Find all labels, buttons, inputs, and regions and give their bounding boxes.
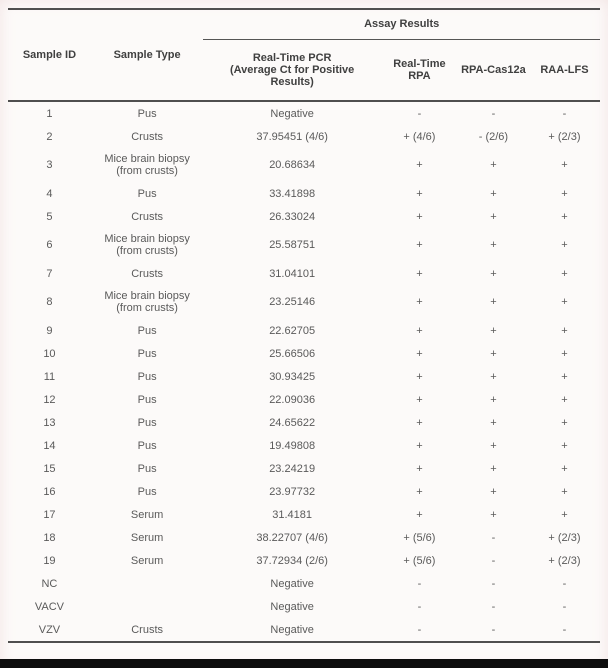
table-row: [8, 262, 600, 285]
cell-rpa-cas12a: +: [490, 187, 497, 200]
cell-raa-lfs: +: [561, 296, 568, 308]
table-row: [8, 480, 600, 503]
cell-realtime-rpa: +: [416, 347, 423, 360]
cell-sample-type: Mice brain biopsy (from crusts): [104, 233, 190, 257]
cell-sample-id: 9: [46, 324, 53, 337]
cell-realtime-rpa: -: [417, 600, 422, 613]
cell-rpa-cas12a: +: [490, 508, 497, 521]
cell-sample-id: 17: [43, 508, 56, 521]
cell-sample-id: VZV: [38, 623, 61, 636]
cell-raa-lfs: +: [561, 210, 568, 223]
cell-realtime-pcr: 22.09036: [269, 393, 316, 406]
cell-raa-lfs: +: [561, 416, 568, 429]
table-row: [8, 618, 600, 642]
cell-raa-lfs: + (2/3): [548, 130, 581, 143]
cell-sample-type: Pus: [137, 107, 157, 120]
cell-realtime-rpa: +: [416, 370, 423, 383]
cell-sample-id: 14: [43, 439, 56, 452]
cell-realtime-pcr: 25.58751: [269, 239, 316, 251]
table-row: [8, 125, 600, 148]
cell-sample-type: Pus: [137, 416, 157, 429]
cell-sample-type: Serum: [130, 531, 164, 544]
cell-realtime-pcr: 26.33024: [269, 210, 316, 223]
cell-realtime-rpa: +: [416, 416, 423, 429]
cell-rpa-cas12a: -: [491, 577, 496, 590]
cell-sample-id: 18: [43, 531, 56, 544]
cell-rpa-cas12a: +: [490, 416, 497, 429]
cell-rpa-cas12a: +: [490, 296, 497, 308]
cell-sample-id: 16: [43, 485, 56, 498]
table-row: [8, 388, 600, 411]
table-row: [8, 365, 600, 388]
cell-sample-type: Crusts: [131, 210, 163, 223]
cell-raa-lfs: -: [562, 577, 567, 590]
bottom-black-bar: [0, 659, 608, 668]
cell-rpa-cas12a: +: [490, 485, 497, 498]
cell-sample-type: Mice brain biopsy (from crusts): [104, 290, 190, 314]
cell-raa-lfs: +: [561, 159, 568, 171]
table-header: [8, 9, 600, 101]
table-row: [8, 182, 600, 205]
cell-raa-lfs: +: [561, 508, 568, 521]
cell-rpa-cas12a: +: [490, 159, 497, 171]
cell-realtime-rpa: + (4/6): [403, 130, 436, 143]
cell-rpa-cas12a: -: [491, 554, 496, 567]
span-header-assay-results: Assay Results: [203, 9, 600, 40]
cell-rpa-cas12a: - (2/6): [478, 130, 509, 143]
cell-sample-type: Crusts: [131, 267, 163, 280]
cell-sample-id: 2: [46, 130, 53, 143]
cell-realtime-rpa: + (5/6): [403, 531, 436, 544]
cell-sample-type: Crusts: [131, 130, 163, 143]
cell-rpa-cas12a: -: [491, 623, 496, 636]
cell-realtime-pcr: 30.93425: [269, 370, 316, 383]
cell-sample-id: 1: [46, 107, 53, 120]
cell-rpa-cas12a: +: [490, 210, 497, 223]
cell-sample-type: [91, 595, 203, 618]
cell-sample-id: 15: [43, 462, 56, 475]
cell-realtime-pcr: 33.41898: [269, 187, 316, 200]
table-row: [8, 595, 600, 618]
cell-sample-type: Pus: [137, 393, 157, 406]
cell-realtime-rpa: +: [416, 508, 423, 521]
cell-realtime-pcr: 38.22707 (4/6): [256, 531, 328, 544]
cell-sample-type: Pus: [137, 370, 157, 383]
pcr-header-line2: (Average Ct for Positive Results): [229, 64, 355, 88]
cell-sample-id: 12: [43, 393, 56, 406]
table-row: [8, 319, 600, 342]
cell-realtime-pcr: 31.04101: [269, 267, 316, 280]
table-row: [8, 411, 600, 434]
cell-rpa-cas12a: +: [490, 462, 497, 475]
cell-realtime-rpa: +: [416, 462, 423, 475]
cell-realtime-pcr: 25.66506: [269, 347, 316, 360]
table-row: [8, 342, 600, 365]
cell-realtime-pcr: 22.62705: [269, 324, 316, 337]
cell-sample-type: Pus: [137, 347, 157, 360]
cell-raa-lfs: +: [561, 439, 568, 452]
cell-sample-type: Pus: [137, 439, 157, 452]
cell-rpa-cas12a: -: [491, 600, 496, 613]
cell-raa-lfs: +: [561, 187, 568, 200]
cell-raa-lfs: +: [561, 347, 568, 360]
cell-sample-id: 3: [46, 159, 53, 171]
cell-rpa-cas12a: -: [491, 107, 496, 120]
cell-realtime-pcr: 24.65622: [269, 416, 316, 429]
table-body: [8, 101, 600, 642]
cell-rpa-cas12a: +: [490, 267, 497, 280]
cell-raa-lfs: -: [562, 600, 567, 613]
column-header-realtime-rpa: Real-Time RPA: [393, 58, 446, 82]
cell-sample-type: Serum: [130, 554, 164, 567]
cell-realtime-rpa: +: [416, 296, 423, 308]
cell-realtime-pcr: 31.4181: [272, 508, 313, 521]
pcr-header-line1: Real-Time PCR: [252, 52, 332, 64]
cell-raa-lfs: + (2/3): [548, 531, 581, 544]
column-header-sample-type: Sample Type: [113, 49, 181, 61]
cell-rpa-cas12a: +: [490, 239, 497, 251]
cell-realtime-rpa: +: [416, 324, 423, 337]
table-row: [8, 503, 600, 526]
cell-realtime-rpa: +: [416, 267, 423, 280]
cell-raa-lfs: +: [561, 267, 568, 280]
cell-realtime-rpa: -: [417, 107, 422, 120]
cell-realtime-rpa: +: [416, 210, 423, 223]
cell-sample-type: Pus: [137, 187, 157, 200]
cell-realtime-pcr: 23.25146: [269, 296, 316, 308]
cell-sample-id: 19: [43, 554, 56, 567]
table-row: [8, 101, 600, 125]
cell-rpa-cas12a: +: [490, 393, 497, 406]
cell-sample-id: 13: [43, 416, 56, 429]
cell-sample-type: Mice brain biopsy (from crusts): [104, 153, 190, 177]
cell-raa-lfs: -: [562, 107, 567, 120]
cell-sample-id: 4: [46, 187, 53, 200]
cell-realtime-pcr: 37.72934 (2/6): [256, 554, 328, 567]
cell-realtime-pcr: Negative: [270, 600, 314, 613]
results-table-container: [8, 8, 600, 643]
cell-sample-id: VACV: [34, 600, 64, 613]
cell-realtime-pcr: 37.95451 (4/6): [256, 130, 328, 143]
cell-sample-id: 5: [46, 210, 53, 223]
cell-raa-lfs: -: [562, 623, 567, 636]
cell-raa-lfs: +: [561, 393, 568, 406]
table-row: [8, 228, 600, 262]
column-header-realtime-pcr: [203, 40, 381, 102]
cell-rpa-cas12a: +: [490, 370, 497, 383]
cell-realtime-pcr: 20.68634: [269, 159, 316, 171]
cell-raa-lfs: +: [561, 370, 568, 383]
cell-realtime-pcr: 23.24219: [269, 462, 316, 475]
cell-realtime-rpa: +: [416, 187, 423, 200]
cell-realtime-pcr: Negative: [270, 623, 314, 636]
cell-rpa-cas12a: -: [491, 531, 496, 544]
cell-sample-id: 7: [46, 267, 53, 280]
cell-realtime-pcr: Negative: [270, 107, 314, 120]
cell-sample-id: 6: [46, 239, 53, 251]
column-header-raa-lfs: RAA-LFS: [540, 64, 589, 76]
cell-realtime-pcr: 23.97732: [269, 485, 316, 498]
table-row: [8, 205, 600, 228]
cell-raa-lfs: +: [561, 462, 568, 475]
cell-sample-type: Pus: [137, 462, 157, 475]
cell-sample-id: NC: [41, 577, 58, 590]
cell-realtime-rpa: -: [417, 623, 422, 636]
cell-sample-type: Serum: [130, 508, 164, 521]
cell-realtime-rpa: +: [416, 485, 423, 498]
cell-realtime-rpa: +: [416, 239, 423, 251]
column-header-sample-id: Sample ID: [22, 49, 77, 61]
table-row: [8, 572, 600, 595]
assay-results-table: [8, 8, 600, 643]
cell-sample-id: 8: [46, 296, 53, 308]
column-header-rpa-cas12a: RPA-Cas12a: [461, 64, 526, 76]
cell-realtime-rpa: +: [416, 439, 423, 452]
table-row: [8, 434, 600, 457]
table-row: [8, 526, 600, 549]
cell-raa-lfs: + (2/3): [548, 554, 581, 567]
cell-realtime-rpa: +: [416, 159, 423, 171]
cell-sample-type: Crusts: [131, 623, 163, 636]
cell-realtime-rpa: + (5/6): [403, 554, 436, 567]
cell-sample-type: Pus: [137, 324, 157, 337]
cell-sample-id: 10: [43, 347, 56, 360]
cell-rpa-cas12a: +: [490, 347, 497, 360]
table-row: [8, 549, 600, 572]
cell-rpa-cas12a: +: [490, 439, 497, 452]
cell-raa-lfs: +: [561, 485, 568, 498]
cell-raa-lfs: +: [561, 239, 568, 251]
table-row: [8, 148, 600, 182]
cell-realtime-pcr: 19.49808: [269, 439, 316, 452]
cell-realtime-pcr: Negative: [270, 577, 314, 590]
cell-realtime-rpa: -: [417, 577, 422, 590]
cell-sample-id: 11: [43, 370, 56, 383]
cell-raa-lfs: +: [561, 324, 568, 337]
cell-sample-type: [91, 572, 203, 595]
cell-realtime-rpa: +: [416, 393, 423, 406]
cell-rpa-cas12a: +: [490, 324, 497, 337]
cell-sample-type: Pus: [137, 485, 157, 498]
table-row: [8, 285, 600, 319]
table-row: [8, 457, 600, 480]
